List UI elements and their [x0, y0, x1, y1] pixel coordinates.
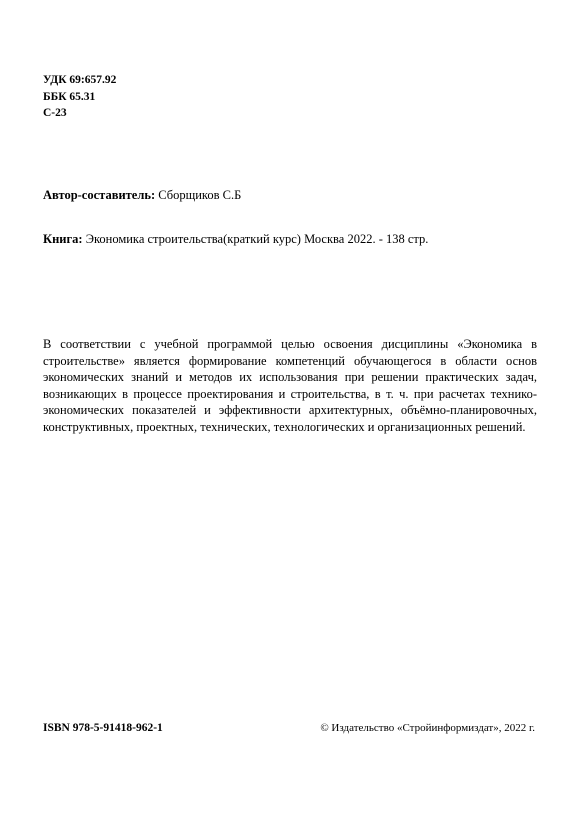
author-line: [43, 187, 241, 203]
author-label: Автор-составитель:: [43, 188, 156, 202]
classification-codes: [43, 72, 116, 122]
author-name: Сборщиков С.Б: [158, 188, 242, 202]
abstract-paragraph: В соответствии с учебной программой целью освоения дисциплины «Экономика в строительстве» является формирование компетенций обучающегося в области основ экономических знаний и методов их использования при решении практических задач, возникающих в процессе проектирования и строительства, в т. ч. при расчетах технико-экономических показателей и эффективности архитектурных, объёмно-планировочных, конструктивных, проектных, технических, технологических и организационных решений.: [43, 337, 537, 434]
book-label: Книга:: [43, 232, 83, 246]
copyright-notice: © Издательство «Стройинформиздат», 2022 г.: [320, 722, 535, 734]
bbk-code: ББК 65.31: [43, 90, 96, 103]
isbn: ISBN 978-5-91418-962-1: [43, 722, 163, 734]
author-sign: С-23: [43, 107, 67, 119]
book-line: [43, 231, 428, 247]
udk-code: УДК 69:657.92: [43, 74, 117, 86]
book-description: Экономика строительства(краткий курс) Москва 2022. - 138 стр.: [85, 232, 429, 246]
